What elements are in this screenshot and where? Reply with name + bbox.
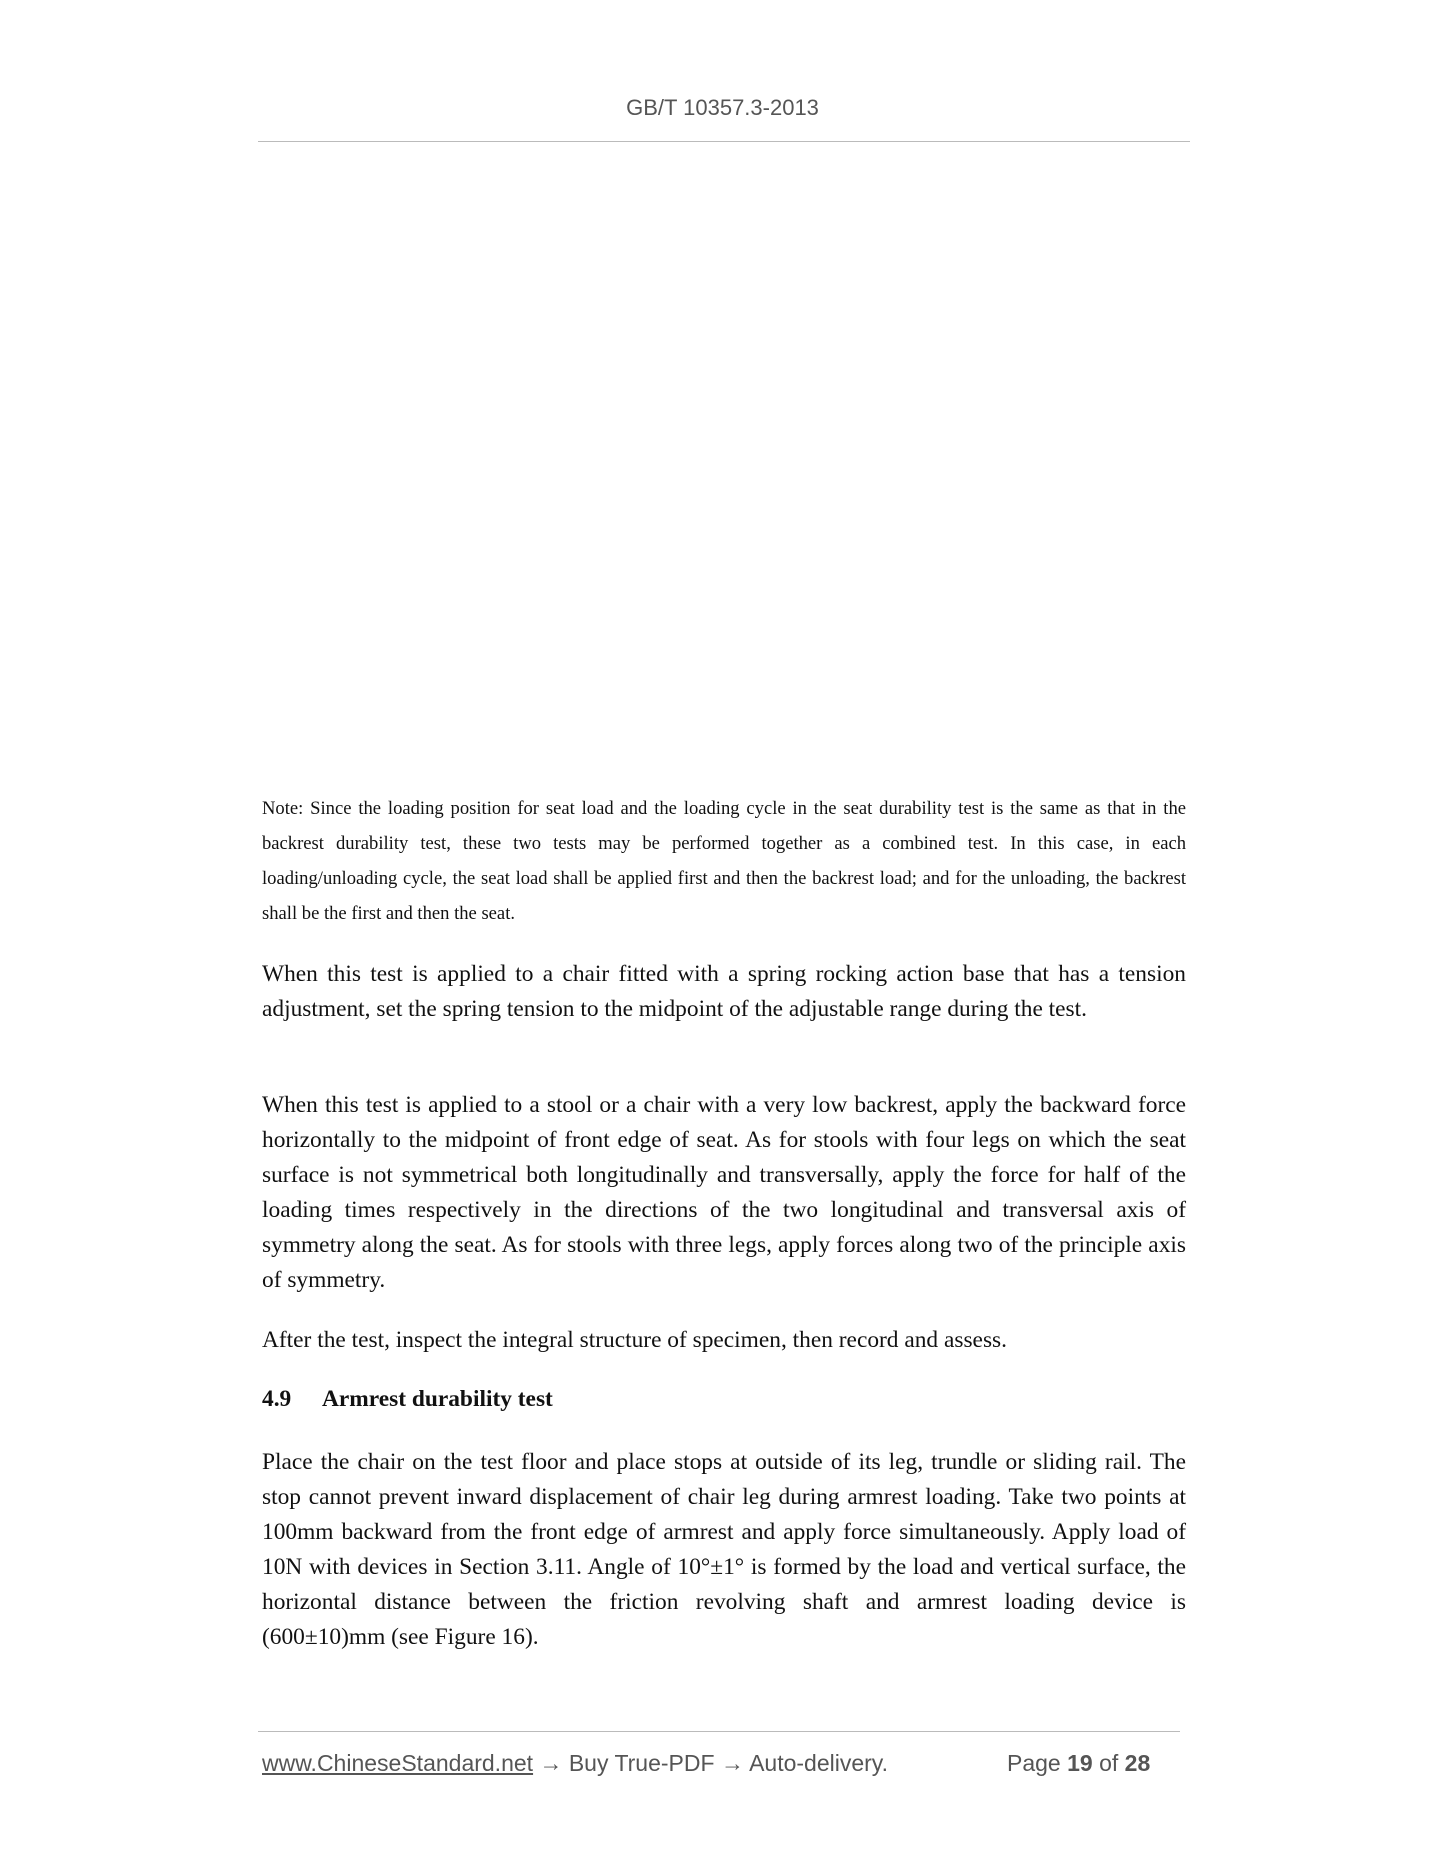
footer-divider xyxy=(258,1731,1180,1732)
website-link[interactable]: www.ChineseStandard.net xyxy=(262,1750,534,1776)
header-divider xyxy=(258,141,1190,142)
current-page: 19 xyxy=(1067,1750,1093,1776)
page-number xyxy=(1007,1750,1150,1777)
arrow-icon: → xyxy=(720,1750,744,1776)
paragraph-after-test: After the test, inspect the integral structure of specimen, then record and assess. xyxy=(262,1327,1007,1353)
footer-links xyxy=(262,1750,888,1777)
paragraph-spring-tension: When this test is applied to a chair fitted with a spring rocking action base that has a tension adjustment, set the spring tension to the midpoint of the adjustable range during the test. xyxy=(262,961,1186,1022)
page-label: Page xyxy=(1007,1750,1061,1776)
paragraph-stool: When this test is applied to a stool or a chair with a very low backrest, apply the backward force horizontally to the midpoint of front edge of seat. As for stools with four legs on which the seat surface is not symmetrical both longitudinally and transversally, apply the force for half of the loading times respectively in the directions of the two longitudinal and transversal axis of symmetry along the seat. As for stools with three legs, apply forces along two of the principle axis of symmetry. xyxy=(262,1092,1186,1293)
note-paragraph: Note: Since the loading position for seat load and the loading cycle in the seat durability test is the same as that in the backrest durability test, these two tests may be performed together as a combined test. In this case, in each loading/unloading cycle, the seat load shall be applied first and then the backrest load; and for the unloading, the backrest shall be the first and then the seat. xyxy=(262,798,1186,924)
paragraph-armrest: Place the chair on the test floor and place stops at outside of its leg, trundle or sliding rail. The stop cannot prevent inward displacement of chair leg during armrest loading. Take two points at 100mm backward from the front edge of armrest and apply force simultaneously. Apply load of 10N with devices in Section 3.11. Angle of 10°±1° is formed by the load and vertical surface, the horizontal distance between the friction revolving shaft and armrest loading device is (600±10)mm (see Figure 16). xyxy=(262,1449,1186,1650)
arrow-icon: → xyxy=(539,1750,563,1776)
of-label: of xyxy=(1099,1750,1119,1776)
total-pages: 28 xyxy=(1124,1750,1151,1776)
document-header: GB/T 10357.3-2013 xyxy=(626,95,819,120)
section-number: 4.9 xyxy=(262,1386,292,1412)
buy-text: Buy True-PDF xyxy=(568,1750,715,1776)
section-heading xyxy=(262,1386,1186,1413)
delivery-text: Auto-delivery. xyxy=(749,1750,888,1776)
section-title: Armrest durability test xyxy=(322,1386,553,1412)
